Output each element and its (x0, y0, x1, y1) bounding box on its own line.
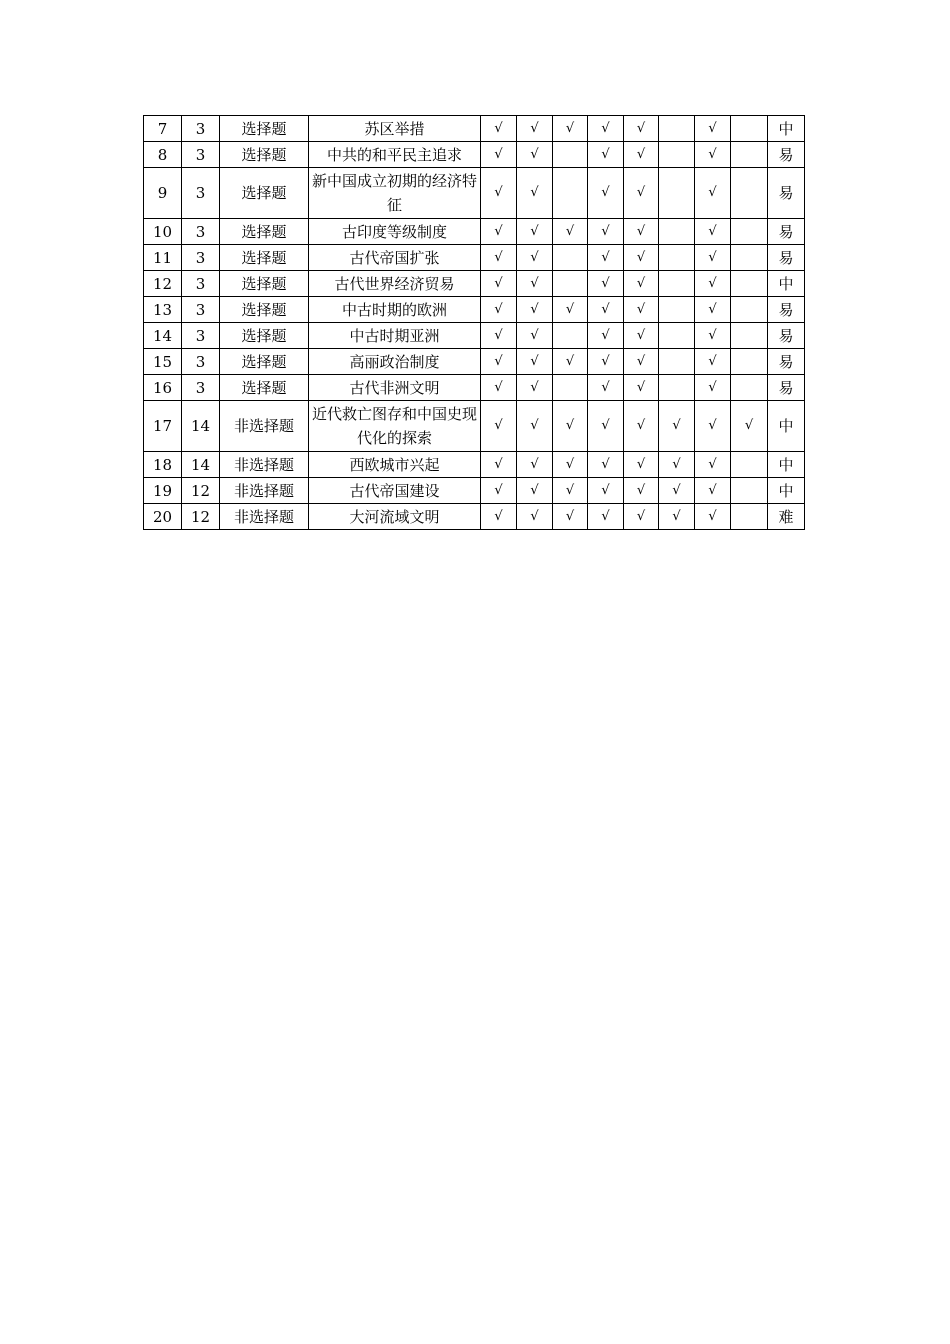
check-mark-cell: √ (481, 349, 517, 375)
check-mark-cell: √ (517, 401, 553, 452)
topic-cell: 新中国成立初期的经济特征 (309, 168, 481, 219)
difficulty-cell: 易 (768, 142, 805, 168)
topic-cell: 高丽政治制度 (309, 349, 481, 375)
question-type-cell: 选择题 (220, 323, 309, 349)
table-row (144, 142, 805, 168)
question-number-cell: 7 (144, 116, 182, 142)
question-type-cell: 非选择题 (220, 478, 309, 504)
score-cell: 3 (182, 245, 220, 271)
check-mark-cell (659, 116, 695, 142)
check-mark-cell (731, 245, 768, 271)
question-number-cell: 9 (144, 168, 182, 219)
question-number-cell: 11 (144, 245, 182, 271)
check-mark-cell: √ (553, 349, 588, 375)
check-mark-cell: √ (624, 452, 659, 478)
topic-cell: 西欧城市兴起 (309, 452, 481, 478)
check-mark-cell (731, 142, 768, 168)
question-type-cell: 非选择题 (220, 452, 309, 478)
check-mark-cell: √ (553, 504, 588, 530)
difficulty-cell: 中 (768, 478, 805, 504)
difficulty-cell: 易 (768, 297, 805, 323)
check-mark-cell: √ (588, 297, 624, 323)
question-number-cell: 19 (144, 478, 182, 504)
question-number-cell: 13 (144, 297, 182, 323)
check-mark-cell: √ (695, 116, 731, 142)
check-mark-cell: √ (624, 245, 659, 271)
table-row (144, 297, 805, 323)
check-mark-cell: √ (517, 323, 553, 349)
question-type-cell: 非选择题 (220, 504, 309, 530)
check-mark-cell: √ (695, 271, 731, 297)
check-mark-cell: √ (588, 478, 624, 504)
table-row (144, 168, 805, 219)
check-mark-cell: √ (624, 504, 659, 530)
check-mark-cell: √ (553, 452, 588, 478)
check-mark-cell (731, 219, 768, 245)
check-mark-cell: √ (481, 297, 517, 323)
check-mark-cell (731, 478, 768, 504)
score-cell: 12 (182, 478, 220, 504)
difficulty-cell: 中 (768, 452, 805, 478)
check-mark-cell (659, 297, 695, 323)
check-mark-cell: √ (695, 349, 731, 375)
check-mark-cell: √ (481, 142, 517, 168)
score-cell: 3 (182, 323, 220, 349)
question-number-cell: 18 (144, 452, 182, 478)
score-cell: 3 (182, 271, 220, 297)
question-type-cell: 选择题 (220, 297, 309, 323)
question-number-cell: 20 (144, 504, 182, 530)
check-mark-cell: √ (517, 116, 553, 142)
check-mark-cell: √ (624, 375, 659, 401)
check-mark-cell: √ (553, 297, 588, 323)
check-mark-cell: √ (695, 504, 731, 530)
table-row (144, 349, 805, 375)
check-mark-cell: √ (517, 142, 553, 168)
question-number-cell: 17 (144, 401, 182, 452)
question-number-cell: 14 (144, 323, 182, 349)
check-mark-cell (553, 142, 588, 168)
check-mark-cell: √ (659, 478, 695, 504)
score-cell: 3 (182, 349, 220, 375)
check-mark-cell: √ (624, 297, 659, 323)
check-mark-cell: √ (481, 116, 517, 142)
check-mark-cell: √ (517, 168, 553, 219)
check-mark-cell: √ (695, 142, 731, 168)
score-cell: 3 (182, 219, 220, 245)
check-mark-cell: √ (588, 142, 624, 168)
check-mark-cell (731, 504, 768, 530)
table-row (144, 245, 805, 271)
check-mark-cell: √ (481, 168, 517, 219)
check-mark-cell: √ (481, 219, 517, 245)
check-mark-cell (659, 271, 695, 297)
check-mark-cell (659, 142, 695, 168)
table-row (144, 504, 805, 530)
table-body (144, 116, 805, 530)
topic-cell: 古代帝国扩张 (309, 245, 481, 271)
score-cell: 3 (182, 142, 220, 168)
score-cell: 3 (182, 297, 220, 323)
check-mark-cell: √ (588, 116, 624, 142)
check-mark-cell (553, 271, 588, 297)
check-mark-cell (553, 375, 588, 401)
topic-cell: 中古时期的欧洲 (309, 297, 481, 323)
table-row (144, 219, 805, 245)
topic-cell: 中共的和平民主追求 (309, 142, 481, 168)
score-cell: 14 (182, 452, 220, 478)
check-mark-cell (553, 168, 588, 219)
check-mark-cell (659, 219, 695, 245)
check-mark-cell: √ (624, 142, 659, 168)
check-mark-cell: √ (517, 245, 553, 271)
check-mark-cell: √ (695, 168, 731, 219)
check-mark-cell (659, 323, 695, 349)
check-mark-cell: √ (695, 478, 731, 504)
check-mark-cell: √ (481, 401, 517, 452)
check-mark-cell: √ (695, 245, 731, 271)
check-mark-cell (659, 349, 695, 375)
table-row (144, 401, 805, 452)
check-mark-cell (731, 375, 768, 401)
check-mark-cell: √ (517, 271, 553, 297)
check-mark-cell (659, 375, 695, 401)
check-mark-cell (731, 271, 768, 297)
check-mark-cell (731, 349, 768, 375)
check-mark-cell: √ (659, 504, 695, 530)
check-mark-cell: √ (517, 504, 553, 530)
check-mark-cell: √ (695, 452, 731, 478)
check-mark-cell: √ (553, 478, 588, 504)
check-mark-cell: √ (517, 219, 553, 245)
check-mark-cell: √ (588, 219, 624, 245)
check-mark-cell: √ (588, 168, 624, 219)
check-mark-cell: √ (517, 349, 553, 375)
check-mark-cell: √ (481, 478, 517, 504)
check-mark-cell (553, 323, 588, 349)
score-cell: 3 (182, 168, 220, 219)
check-mark-cell (731, 168, 768, 219)
question-type-cell: 选择题 (220, 349, 309, 375)
topic-cell: 大河流域文明 (309, 504, 481, 530)
table-row (144, 375, 805, 401)
difficulty-cell: 易 (768, 219, 805, 245)
check-mark-cell: √ (624, 349, 659, 375)
topic-cell: 古代世界经济贸易 (309, 271, 481, 297)
check-mark-cell: √ (588, 349, 624, 375)
difficulty-cell: 易 (768, 245, 805, 271)
topic-cell: 古印度等级制度 (309, 219, 481, 245)
check-mark-cell (659, 168, 695, 219)
check-mark-cell: √ (695, 219, 731, 245)
check-mark-cell: √ (553, 116, 588, 142)
check-mark-cell: √ (553, 219, 588, 245)
question-type-cell: 选择题 (220, 116, 309, 142)
difficulty-cell: 难 (768, 504, 805, 530)
question-type-cell: 选择题 (220, 219, 309, 245)
check-mark-cell: √ (588, 271, 624, 297)
check-mark-cell: √ (517, 297, 553, 323)
check-mark-cell: √ (624, 271, 659, 297)
check-mark-cell: √ (695, 401, 731, 452)
check-mark-cell (731, 116, 768, 142)
table-row (144, 452, 805, 478)
check-mark-cell: √ (588, 245, 624, 271)
check-mark-cell: √ (481, 375, 517, 401)
check-mark-cell (659, 245, 695, 271)
difficulty-cell: 易 (768, 375, 805, 401)
check-mark-cell: √ (481, 271, 517, 297)
check-mark-cell: √ (695, 375, 731, 401)
difficulty-cell: 中 (768, 116, 805, 142)
question-number-cell: 15 (144, 349, 182, 375)
check-mark-cell: √ (624, 323, 659, 349)
difficulty-cell: 易 (768, 323, 805, 349)
check-mark-cell: √ (588, 375, 624, 401)
check-mark-cell: √ (695, 323, 731, 349)
check-mark-cell: √ (481, 245, 517, 271)
topic-cell: 古代非洲文明 (309, 375, 481, 401)
spec-table-container (143, 115, 805, 530)
score-cell: 3 (182, 375, 220, 401)
check-mark-cell: √ (731, 401, 768, 452)
check-mark-cell: √ (481, 504, 517, 530)
question-type-cell: 选择题 (220, 271, 309, 297)
check-mark-cell: √ (624, 116, 659, 142)
question-type-cell: 选择题 (220, 375, 309, 401)
question-type-cell: 选择题 (220, 168, 309, 219)
check-mark-cell: √ (588, 323, 624, 349)
difficulty-cell: 中 (768, 401, 805, 452)
check-mark-cell: √ (624, 219, 659, 245)
question-number-cell: 12 (144, 271, 182, 297)
question-type-cell: 选择题 (220, 245, 309, 271)
check-mark-cell: √ (624, 478, 659, 504)
check-mark-cell: √ (659, 401, 695, 452)
check-mark-cell: √ (481, 452, 517, 478)
topic-cell: 近代救亡图存和中国史现代化的探索 (309, 401, 481, 452)
question-type-cell: 选择题 (220, 142, 309, 168)
table-row (144, 323, 805, 349)
topic-cell: 苏区举措 (309, 116, 481, 142)
question-number-cell: 10 (144, 219, 182, 245)
check-mark-cell (731, 452, 768, 478)
table-row (144, 116, 805, 142)
check-mark-cell: √ (553, 401, 588, 452)
check-mark-cell (731, 297, 768, 323)
check-mark-cell: √ (588, 401, 624, 452)
check-mark-cell: √ (517, 375, 553, 401)
difficulty-cell: 中 (768, 271, 805, 297)
check-mark-cell: √ (624, 168, 659, 219)
check-mark-cell: √ (695, 297, 731, 323)
score-cell: 3 (182, 116, 220, 142)
check-mark-cell (553, 245, 588, 271)
check-mark-cell: √ (588, 452, 624, 478)
score-cell: 12 (182, 504, 220, 530)
check-mark-cell: √ (588, 504, 624, 530)
question-number-cell: 16 (144, 375, 182, 401)
check-mark-cell: √ (481, 323, 517, 349)
check-mark-cell: √ (517, 452, 553, 478)
table-row (144, 271, 805, 297)
check-mark-cell: √ (517, 478, 553, 504)
check-mark-cell: √ (659, 452, 695, 478)
topic-cell: 古代帝国建设 (309, 478, 481, 504)
score-cell: 14 (182, 401, 220, 452)
check-mark-cell (731, 323, 768, 349)
table-row (144, 478, 805, 504)
topic-cell: 中古时期亚洲 (309, 323, 481, 349)
exam-spec-table (143, 115, 805, 530)
question-number-cell: 8 (144, 142, 182, 168)
difficulty-cell: 易 (768, 349, 805, 375)
question-type-cell: 非选择题 (220, 401, 309, 452)
difficulty-cell: 易 (768, 168, 805, 219)
check-mark-cell: √ (624, 401, 659, 452)
